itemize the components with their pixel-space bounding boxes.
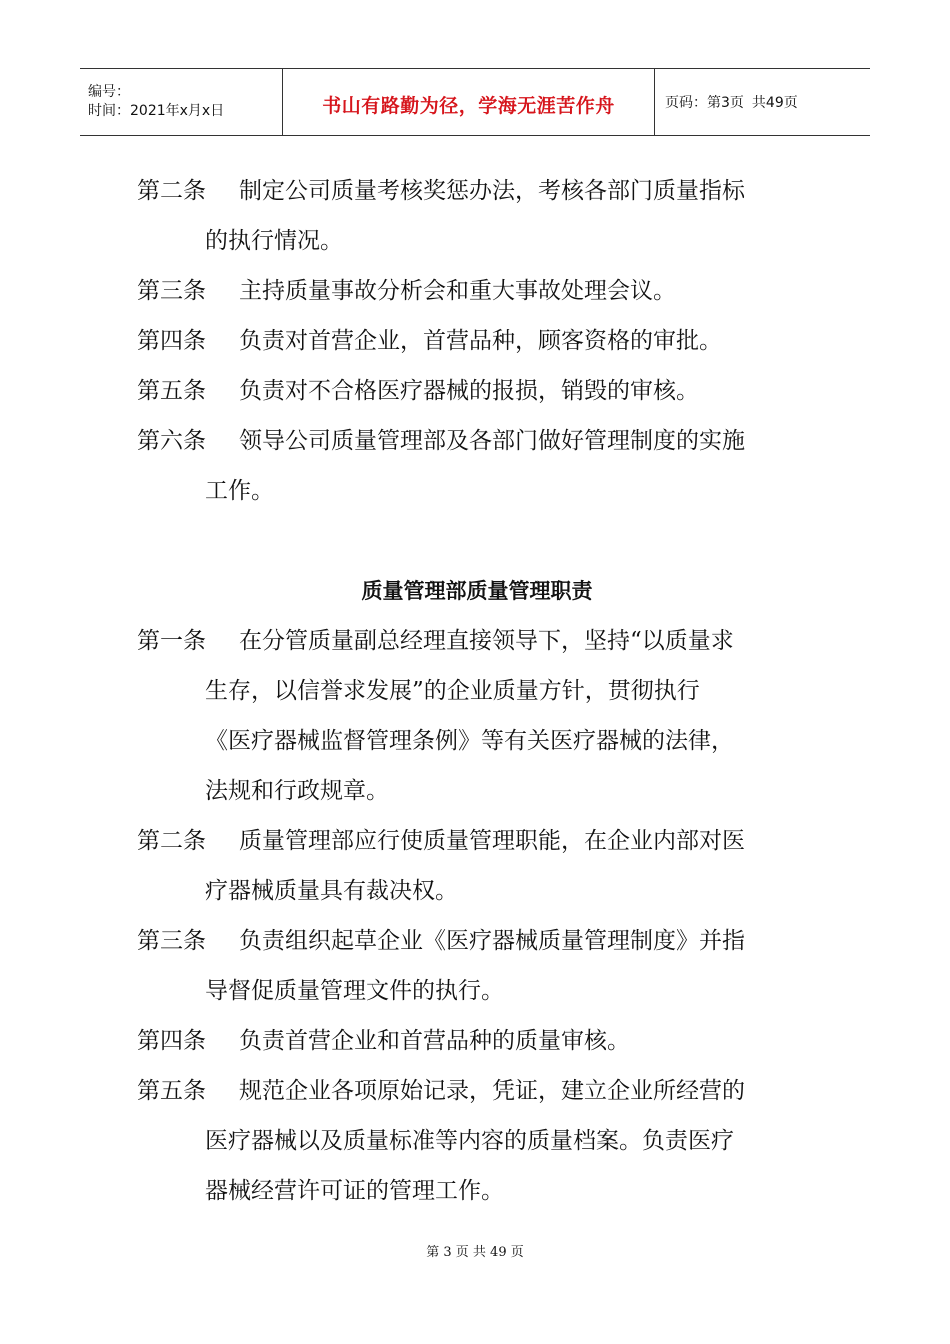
article-line [137,316,817,366]
article-text: 导督促质量管理文件的执行。 [205,978,504,1004]
article-line [137,1016,817,1066]
article-text: 法规和行政规章。 [205,778,389,804]
article [137,1016,817,1066]
article-text: 制定公司质量考核奖惩办法，考核各部门质量指标 [239,178,745,204]
motto: 书山有路勤为径，学海无涯苦作舟 [322,94,615,117]
article-line [137,266,817,316]
article-text: 负责首营企业和首营品种的质量审核。 [239,1028,630,1054]
article-text: 《医疗器械监督管理条例》等有关医疗器械的法律， [205,728,734,754]
article-line [137,216,817,266]
article-line [137,966,817,1016]
section-heading: 质量管理部质量管理职责 [361,579,593,603]
article [137,816,817,916]
article [137,266,817,316]
number-label: 编号： [88,84,130,100]
article [137,166,817,266]
article-line [137,1116,817,1166]
article-text: 负责对不合格医疗器械的报损，销毁的审核。 [239,378,699,404]
section-spacer [137,516,817,566]
article [137,316,817,366]
article-line [137,166,817,216]
article-line [137,1066,817,1116]
article-number: 第二条 [137,828,206,854]
page-header [80,68,870,136]
article-text: 的执行情况。 [205,228,343,254]
article-line [137,816,817,866]
article-line [137,416,817,466]
header-page-info [655,69,870,135]
section-quality-department [137,616,817,1216]
article-text: 主持质量事故分析会和重大事故处理会议。 [239,278,676,304]
header-meta [80,69,283,135]
article-text: 生存，以信誉求发展”的企业质量方针，贯彻执行 [205,678,700,704]
page-footer: 第 3 页 共 49 页 [426,1245,524,1260]
article-number: 第五条 [137,378,206,404]
article-text: 领导公司质量管理部及各部门做好管理制度的实施 [239,428,745,454]
article-text: 在分管质量副总经理直接领导下，坚持“以质量求 [239,628,734,654]
article-text: 负责对首营企业，首营品种，顾客资格的审批。 [239,328,722,354]
article-number: 第二条 [137,178,206,204]
total-label: 共49页 [751,95,798,111]
article [137,916,817,1016]
article [137,616,817,816]
document-body [137,166,817,1216]
article [137,366,817,416]
article-line [137,916,817,966]
article-line [137,616,817,666]
article-text: 负责组织起草企业《医疗器械质量管理制度》并指 [239,928,745,954]
article-number: 第六条 [137,428,206,454]
article-line [137,366,817,416]
section-general-manager [137,166,817,516]
article-text: 器械经营许可证的管理工作。 [205,1178,504,1204]
article-number: 第四条 [137,1028,206,1054]
article-number: 第三条 [137,278,206,304]
article-line [137,466,817,516]
article-text: 规范企业各项原始记录，凭证，建立企业所经营的 [239,1078,745,1104]
article-line [137,716,817,766]
article [137,1066,817,1216]
article-text: 质量管理部应行使质量管理职能，在企业内部对医 [239,828,745,854]
article-line [137,766,817,816]
article-text: 工作。 [205,478,274,504]
article-number: 第四条 [137,328,206,354]
header-motto-cell [283,69,655,135]
article-number: 第五条 [137,1078,206,1104]
article-number: 第三条 [137,928,206,954]
time-label: 时间：2021年x月x日 [88,103,225,119]
article-line [137,866,817,916]
article-number: 第一条 [137,628,206,654]
article-line [137,666,817,716]
article [137,416,817,516]
article-text: 疗器械质量具有裁决权。 [205,878,458,904]
article-line [137,1166,817,1216]
article-text: 医疗器械以及质量标准等内容的质量档案。负责医疗 [205,1128,734,1154]
page-label: 页码：第3页 [665,95,744,111]
